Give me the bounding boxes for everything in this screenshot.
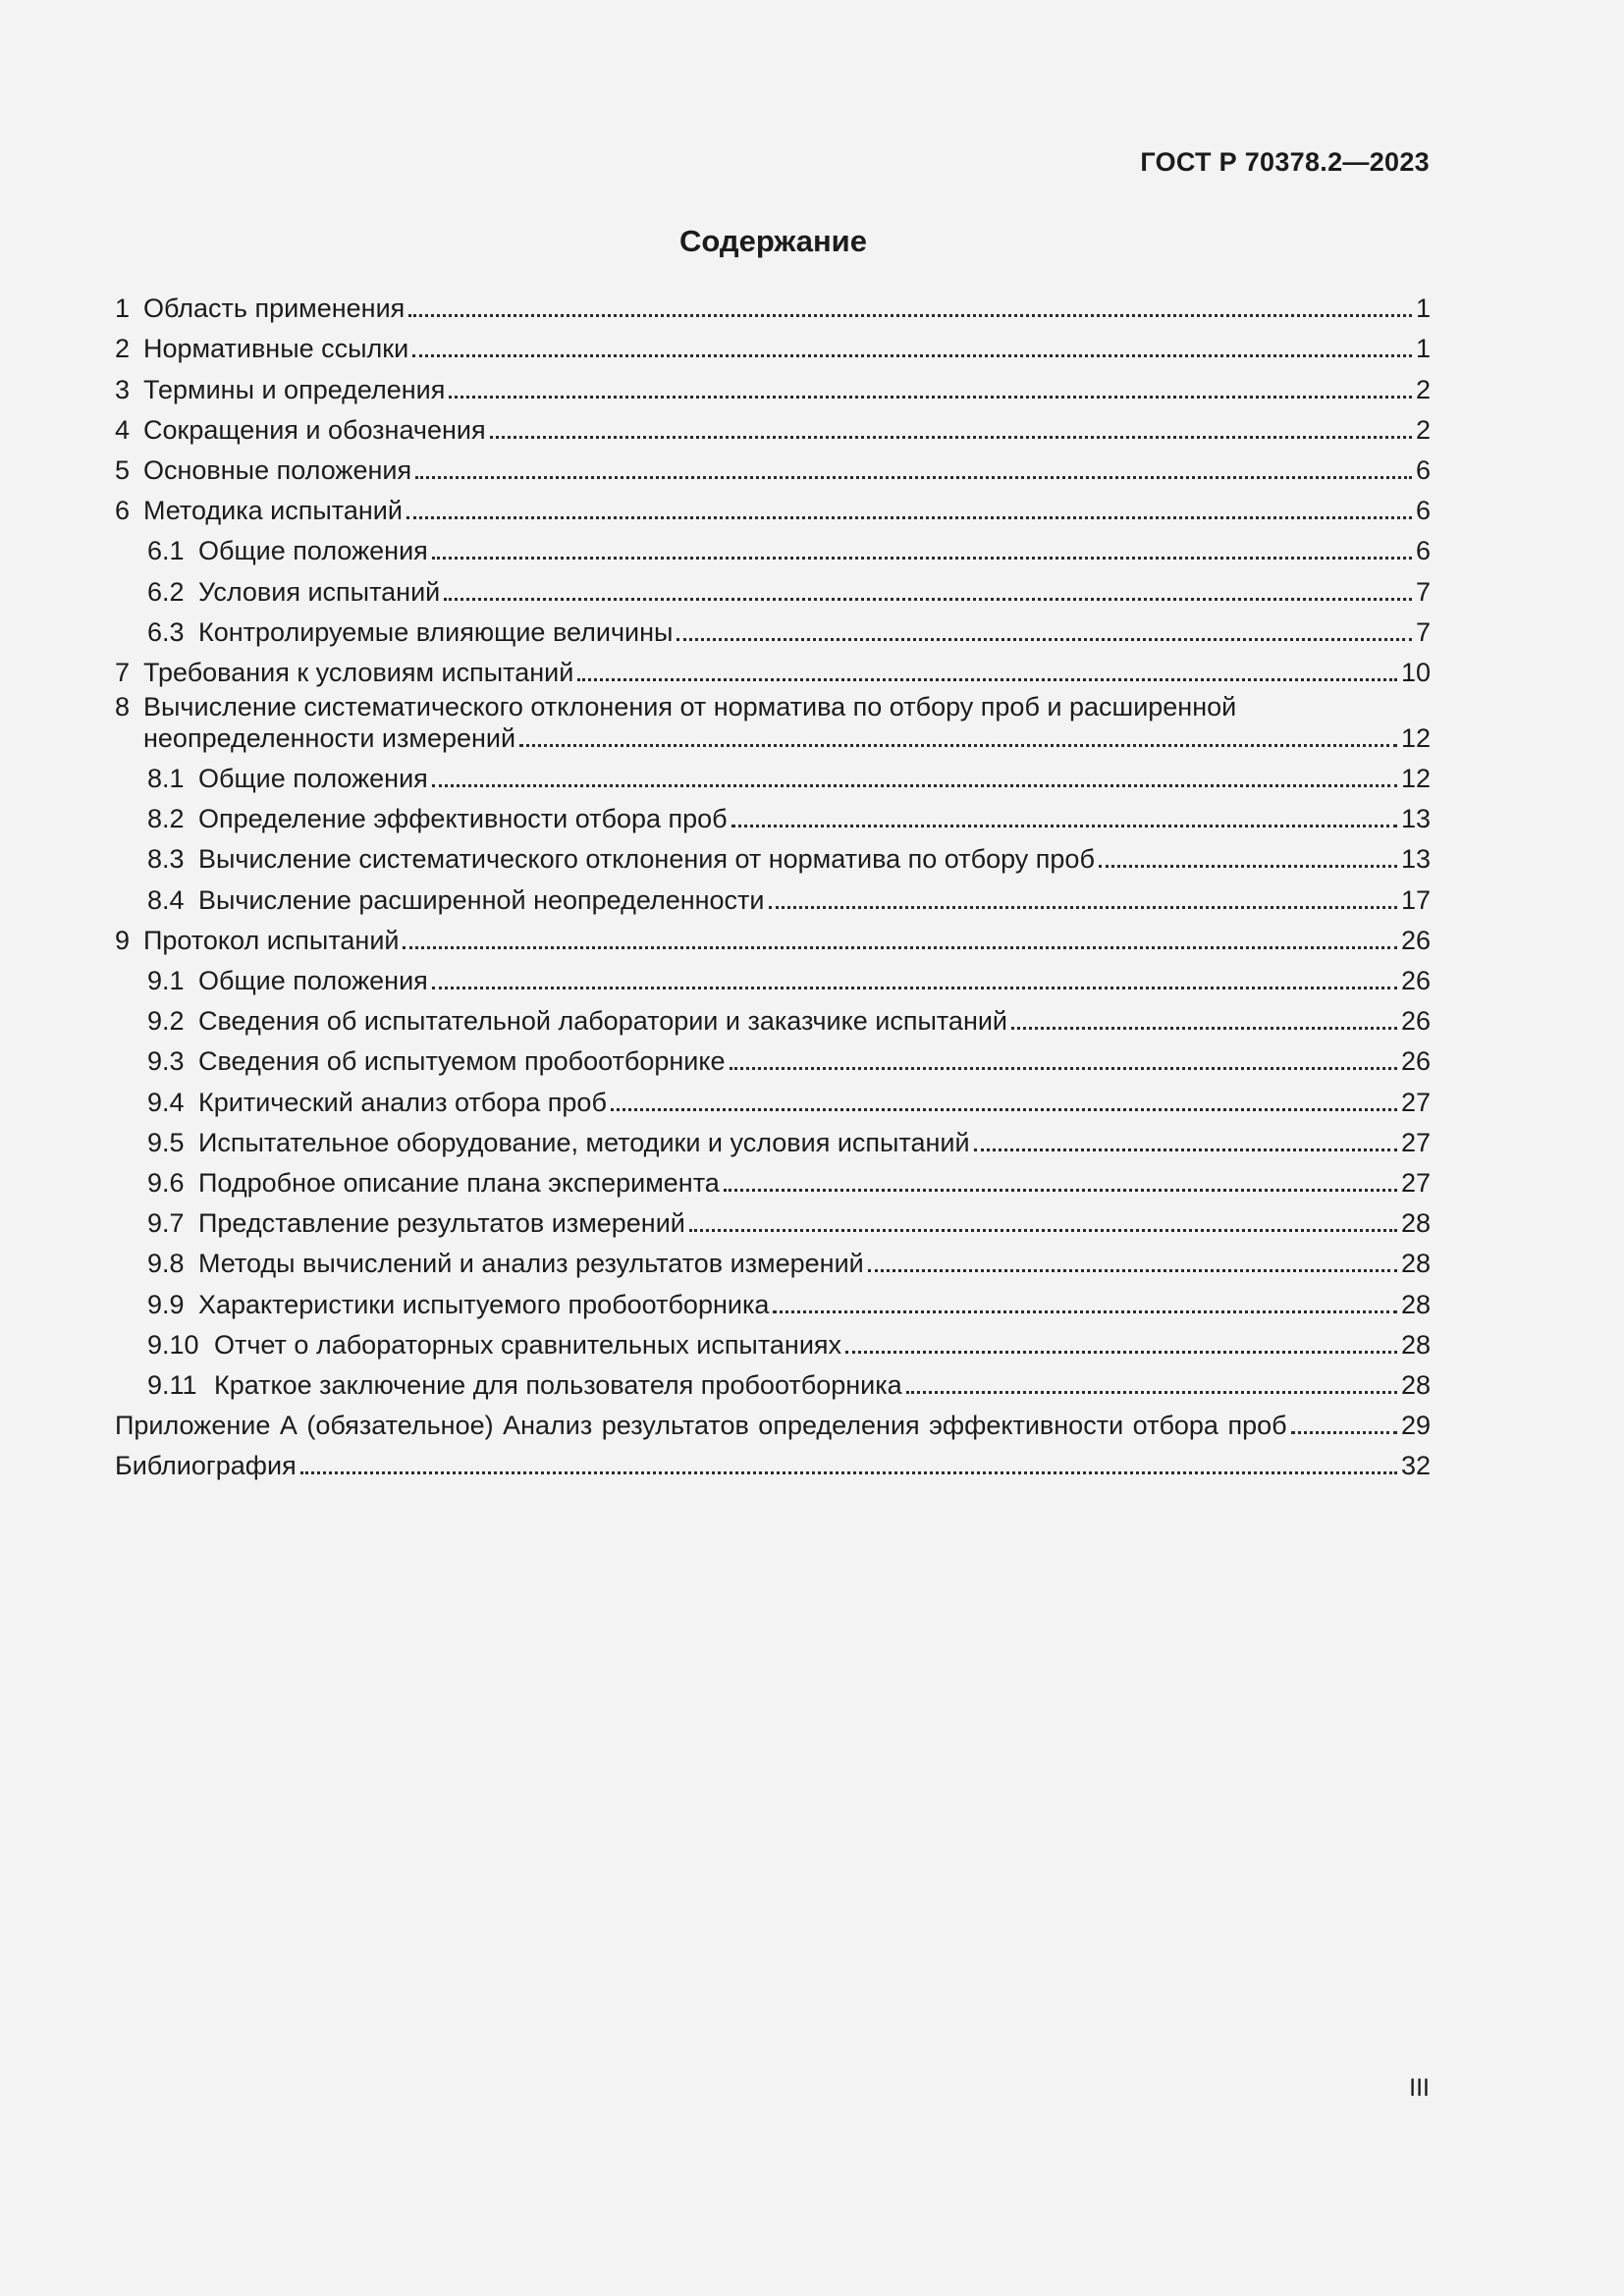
toc-subentry[interactable] <box>115 875 1431 915</box>
toc-entry-title: Методы вычислений и анализ результатов измерений <box>198 1249 864 1279</box>
toc-subentry[interactable] <box>115 1239 1431 1279</box>
toc-entry-bibliography[interactable] <box>115 1441 1431 1481</box>
toc-entry-page: 7 <box>1415 576 1431 607</box>
toc-entry-number: 8 <box>115 691 131 721</box>
dot-leader <box>611 1098 1397 1111</box>
page-number: III <box>1409 2074 1430 2102</box>
toc-entry-title: Представление результатов измерений <box>198 1208 685 1239</box>
toc-entry-page: 13 <box>1400 844 1431 875</box>
dot-leader <box>432 547 1412 560</box>
dot-leader <box>1011 1017 1397 1030</box>
toc-entry-number: 9.11 <box>147 1369 197 1400</box>
toc-entry-number: 6.1 <box>147 536 185 566</box>
toc-entry-page: 26 <box>1400 925 1431 955</box>
dot-leader <box>974 1139 1397 1151</box>
toc-entry-number: 7 <box>115 657 131 687</box>
toc-entry-appendix[interactable] <box>115 1401 1431 1441</box>
toc-subentry[interactable] <box>115 1118 1431 1158</box>
dot-leader <box>412 345 1412 357</box>
dot-leader <box>444 588 1412 601</box>
toc-entry-title: Общие положения <box>198 536 428 566</box>
toc-entry-page: 6 <box>1415 454 1431 485</box>
toc-entry[interactable] <box>115 324 1431 364</box>
toc-entry-number: 9.8 <box>147 1249 185 1279</box>
dot-leader <box>432 774 1397 787</box>
toc-entry-title: Вычисление систематического отклонения от норматива по отбору проб <box>198 844 1095 875</box>
toc-entry-title: Испытательное оборудование, методики и условия испытаний <box>198 1127 970 1157</box>
toc-entry-page: 28 <box>1400 1289 1431 1319</box>
toc-entry-page: 27 <box>1400 1167 1431 1198</box>
toc-entry-number: 9.7 <box>147 1208 185 1239</box>
toc-entry-number: 9.3 <box>147 1046 185 1077</box>
dot-leader <box>773 1301 1397 1313</box>
toc-entry-number: 8.3 <box>147 844 185 875</box>
toc-entry-number: 6.2 <box>147 576 185 607</box>
toc-entry-title: Сокращения и обозначения <box>143 414 486 445</box>
toc-entry-title: Методика испытаний <box>143 496 403 526</box>
toc-entry-title: Основные положения <box>143 454 412 485</box>
toc-entry-number: 8.1 <box>147 764 185 794</box>
toc-entry-title: Критический анализ отбора проб <box>198 1087 607 1117</box>
toc-entry-title: Требования к условиям испытаний <box>143 657 574 687</box>
toc-entry-title: Определение эффективности отбора проб <box>198 804 728 834</box>
toc-entry[interactable] <box>115 446 1431 486</box>
toc-entry-page: 2 <box>1415 414 1431 445</box>
dot-leader <box>449 386 1412 399</box>
toc-entry-page: 10 <box>1400 657 1431 687</box>
toc-entry-title: Условия испытаний <box>198 576 441 607</box>
toc-subentry[interactable] <box>115 834 1431 875</box>
toc-subentry[interactable] <box>115 1199 1431 1239</box>
dot-leader <box>868 1259 1397 1272</box>
dot-leader <box>689 1219 1397 1232</box>
toc-entry-continuation[interactable] <box>115 722 1431 754</box>
toc-entry-title: Библиография <box>115 1451 297 1481</box>
toc-subentry[interactable] <box>115 754 1431 794</box>
dot-leader <box>724 1179 1397 1192</box>
toc-subentry[interactable] <box>115 1158 1431 1199</box>
toc-entry-number: 6 <box>115 496 131 526</box>
toc-subentry[interactable] <box>115 794 1431 834</box>
toc-subentry[interactable] <box>115 526 1431 566</box>
toc-entry-number: 9.1 <box>147 966 185 995</box>
dot-leader <box>408 304 1412 317</box>
toc-entry-title: Нормативные ссылки <box>143 334 409 364</box>
toc-subentry[interactable] <box>115 566 1431 607</box>
toc-entry-page: 28 <box>1400 1329 1431 1360</box>
toc-entry[interactable] <box>115 688 1431 722</box>
toc-entry-title: Общие положения <box>198 764 428 794</box>
toc-subentry[interactable] <box>115 1279 1431 1319</box>
toc-entry-number: 9.4 <box>147 1087 185 1117</box>
toc-entry-title: Вычисление систематического отклонения от норматива по отбору проб и расширенной <box>143 691 1237 721</box>
toc-entry-title: Контролируемые влияющие величины <box>198 616 674 647</box>
toc-entry-page: 6 <box>1415 536 1431 566</box>
dot-leader <box>730 1057 1397 1070</box>
toc-entry-number: 9.6 <box>147 1167 185 1198</box>
dot-leader <box>769 896 1397 909</box>
dot-leader <box>1291 1421 1397 1434</box>
dot-leader <box>300 1462 1397 1474</box>
toc-entry-title: Краткое заключение для пользователя пробоотборника <box>214 1369 902 1400</box>
toc-entry-title: Сведения об испытуемом пробоотборнике <box>198 1046 726 1077</box>
toc-subentry[interactable] <box>115 1077 1431 1117</box>
toc-entry-title: Область применения <box>143 294 406 324</box>
toc-entry-page: 1 <box>1415 334 1431 364</box>
dot-leader <box>1099 855 1397 868</box>
dot-leader <box>490 426 1412 439</box>
toc-entry-number: 9.2 <box>147 1006 185 1037</box>
toc-entry-number: 8.2 <box>147 804 185 834</box>
toc-entry-title: Термины и определения <box>143 374 446 404</box>
toc-entry-number: 5 <box>115 454 131 485</box>
toc-title: Содержание <box>679 224 867 258</box>
toc-entry[interactable] <box>115 284 1431 324</box>
toc-entry-title-continuation: неопределенности измерений <box>143 722 516 753</box>
toc-entry[interactable] <box>115 486 1431 526</box>
toc-entry-page: 26 <box>1400 1046 1431 1077</box>
toc-entry-page: 32 <box>1400 1451 1431 1481</box>
toc-entry-page: 2 <box>1415 374 1431 404</box>
toc-entry-page: 13 <box>1400 804 1431 834</box>
dot-leader <box>406 507 1412 519</box>
toc-entry-page: 27 <box>1400 1087 1431 1117</box>
toc-entry-page: 28 <box>1400 1208 1431 1239</box>
toc-entry-title: Общие положения <box>198 966 428 995</box>
toc-subentry[interactable] <box>115 956 1431 996</box>
toc-entry-number: 3 <box>115 374 131 404</box>
toc-entry-number: 2 <box>115 334 131 364</box>
dot-leader <box>577 668 1397 681</box>
toc-entry-number: 9.10 <box>147 1329 199 1360</box>
toc-entry-page: 17 <box>1400 884 1431 915</box>
toc-entry-number: 9.5 <box>147 1127 185 1157</box>
toc-entry-page: 28 <box>1400 1249 1431 1279</box>
dot-leader <box>677 628 1412 641</box>
toc-subentry[interactable] <box>115 1361 1431 1401</box>
toc-subentry[interactable] <box>115 608 1431 648</box>
toc-entry-page: 27 <box>1400 1127 1431 1157</box>
toc-entry-number: 8.4 <box>147 884 185 915</box>
dot-leader <box>403 936 1396 949</box>
toc-entry[interactable] <box>115 916 1431 956</box>
dot-leader <box>845 1341 1397 1354</box>
toc-entry[interactable] <box>115 405 1431 446</box>
toc-entry-page: 1 <box>1415 294 1431 324</box>
toc-entry-title: Подробное описание плана эксперимента <box>198 1167 720 1198</box>
toc-entry-page: 6 <box>1415 496 1431 526</box>
toc-entry-number: 1 <box>115 294 131 324</box>
toc-entry-title: Характеристики испытуемого пробоотборника <box>198 1289 770 1319</box>
toc-entry-title: Сведения об испытательной лаборатории и заказчике испытаний <box>198 1006 1008 1037</box>
toc-entry-title: Отчет о лабораторных сравнительных испытаниях <box>214 1329 842 1360</box>
toc-entry-page: 28 <box>1400 1369 1431 1400</box>
toc-entry-page: 29 <box>1400 1411 1431 1441</box>
dot-leader <box>519 734 1397 747</box>
toc-entry-title: Вычисление расширенной неопределенности <box>198 884 765 915</box>
toc-entry-page: 12 <box>1400 764 1431 794</box>
toc-entry-number: 6.3 <box>147 616 185 647</box>
toc-entry-page: 26 <box>1400 1006 1431 1037</box>
toc-entry-page: 26 <box>1400 966 1431 995</box>
document-code: ГОСТ Р 70378.2—2023 <box>1140 147 1430 177</box>
toc-entry-number: 9.9 <box>147 1289 185 1319</box>
dot-leader <box>906 1381 1397 1394</box>
toc-subentry[interactable] <box>115 1320 1431 1361</box>
dot-leader <box>731 815 1397 828</box>
dot-leader <box>415 466 1412 479</box>
toc-entry-number: 9 <box>115 925 131 955</box>
toc-entry[interactable] <box>115 364 1431 404</box>
toc-entry-page: 7 <box>1415 616 1431 647</box>
toc-entry-number: 4 <box>115 414 131 445</box>
toc-entry-title: Протокол испытаний <box>143 925 400 955</box>
table-of-contents <box>115 284 1431 1481</box>
toc-subentry[interactable] <box>115 996 1431 1037</box>
dot-leader <box>432 977 1397 989</box>
toc-subentry[interactable] <box>115 1037 1431 1077</box>
toc-entry-title: Приложение А (обязательное) Анализ результатов определения эффективности отбора проб <box>115 1411 1287 1441</box>
toc-entry-page: 12 <box>1400 722 1431 753</box>
toc-entry[interactable] <box>115 648 1431 688</box>
